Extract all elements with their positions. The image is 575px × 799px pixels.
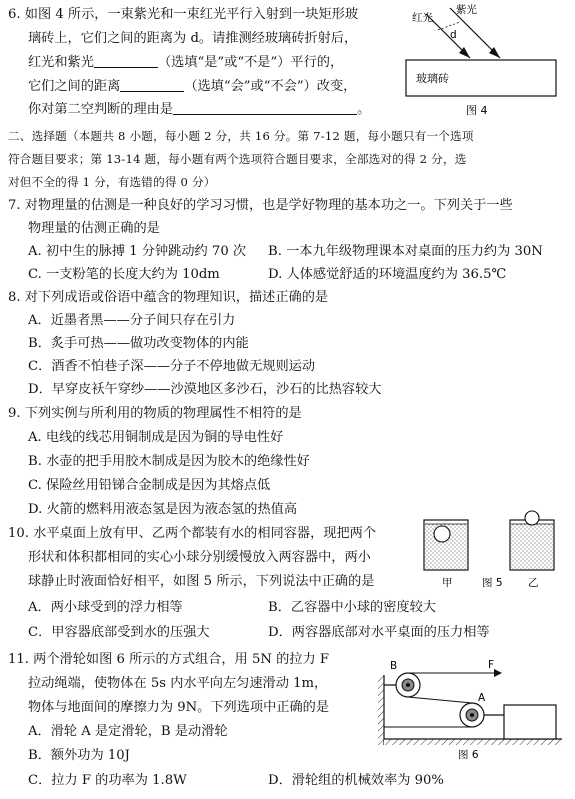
purple-light-label: 紫光 <box>456 4 477 16</box>
q9-line-1: 9. 下列实例与所利用的物质的物理属性不相符的是 <box>8 406 302 421</box>
red-light-label: 红光 <box>412 12 433 24</box>
force-f-label: F <box>488 659 495 671</box>
water-yi <box>511 524 553 569</box>
pulley-b-label: B <box>390 660 398 672</box>
q11-line-2: 拉动绳端，使物体在 5s 内水平向左匀速滑动 1m， <box>28 676 328 691</box>
ball-yi <box>525 511 539 525</box>
answer-blank-3[interactable] <box>173 101 357 115</box>
figure-4-caption: 图 4 <box>466 104 488 117</box>
figure-4 <box>398 0 570 122</box>
q7-option-b[interactable]: B. 一本九年级物理课本对桌面的压力约为 30N <box>268 244 543 259</box>
q6-line-4-text-b: （选填“会”或“不会”）改变， <box>184 79 357 94</box>
q8-line-1: 8. 对下列成语或俗语中蕴含的物理知识，描述正确的是 <box>8 290 329 305</box>
figure-5 <box>418 506 568 596</box>
q11-option-b[interactable]: B．额外功为 10J <box>28 748 130 763</box>
q9-option-a[interactable]: A. 电线的线芯用铜制成是因为铜的导电性好 <box>28 430 284 445</box>
q11-option-d[interactable]: D．滑轮组的机械效率为 90% <box>268 773 444 788</box>
q10-option-d[interactable]: D．两容器底部对水平桌面的压力相等 <box>268 625 490 640</box>
q6-line-3-text-b: （选填“是”或“不是”）平行的， <box>157 55 344 70</box>
glass-brick-label: 玻璃砖 <box>416 72 449 85</box>
q6-line-5 <box>28 101 370 119</box>
figure-6-caption: 图 6 <box>458 749 479 760</box>
q7-option-c[interactable]: C. 一支粉笔的长度大约为 10dm <box>28 267 220 282</box>
q7-line-1: 7. 对物理量的估测是一种良好的学习习惯，也是学好物理的基本功之一。下列关于一些 <box>8 198 513 213</box>
q6-line-4 <box>28 78 356 96</box>
q7-option-a[interactable]: A. 初中生的脉搏 1 分钟跳动约 70 次 <box>28 244 247 259</box>
q10-line-3: 球静止时液面恰好相平，如图 5 所示，下列说法中正确的是 <box>28 574 375 589</box>
container-jia-label: 甲 <box>442 577 453 589</box>
wall <box>378 675 384 745</box>
q10-line-1: 10. 水平桌面上放有甲、乙两个都装有水的相同容器，现把两个 <box>8 526 377 541</box>
q8-option-c[interactable]: C．酒香不怕巷子深——分子不停地做无规则运动 <box>28 359 316 374</box>
q6-line-1: 6. 如图 4 所示，一束紫光和一束红光平行入射到一块矩形玻 <box>8 7 359 22</box>
force-arrow <box>494 669 502 677</box>
section-2-line-3: 对但不全的得 1 分，有选错的得 0 分） <box>8 175 216 189</box>
q11-line-1: 11. 两个滑轮如图 6 所示的方式组合，用 5N 的拉力 F <box>8 652 329 667</box>
q9-option-c[interactable]: C. 保险丝用铅锑合金制成是因为其熔点低 <box>28 478 271 493</box>
q6-line-5-text-a: 你对第二空判断的理由是 <box>28 102 174 117</box>
q10-line-2: 形状和体积都相同的实心小球分别缓慢放入两容器中，两小 <box>28 550 371 565</box>
q6-line-3 <box>28 54 343 72</box>
q9-option-b[interactable]: B. 水壶的把手用胶木制成是因为胶木的绝缘性好 <box>28 454 310 469</box>
q10-option-c[interactable]: C．甲容器底部受到水的压强大 <box>28 625 210 640</box>
answer-blank-2[interactable] <box>120 78 184 92</box>
block-object <box>504 705 556 739</box>
section-2-line-1: 二、选择题（本题共 8 小题，每小题 2 分，共 16 分。第 7-12 题，每小题只有一个选项 <box>8 129 474 143</box>
q8-option-a[interactable]: A．近墨者黑——分子间只存在引力 <box>28 313 236 328</box>
q6-line-5-text-b: 。 <box>357 102 371 117</box>
q8-option-b[interactable]: B．炙手可热——做功改变物体的内能 <box>28 336 249 351</box>
q11-option-c[interactable]: C．拉力 F 的功率为 1.8W <box>28 773 187 788</box>
pulley-a-label: A <box>478 692 486 704</box>
q6-line-4-text-a: 它们之间的距离 <box>28 79 121 94</box>
q6-line-2: 璃砖上，它们之间的距离为 d。请推测经玻璃砖折射后， <box>28 31 358 46</box>
q9-option-d[interactable]: D. 火箭的燃料用液态氢是因为液态氢的热值高 <box>28 502 298 517</box>
q6-line-3-text-a: 红光和紫光 <box>28 55 94 70</box>
q10-option-a[interactable]: A．两小球受到的浮力相等 <box>28 600 183 615</box>
container-yi-label: 乙 <box>528 577 539 589</box>
q11-line-3: 物体与地面间的摩擦力为 9N。下列选项中正确的是 <box>28 700 330 715</box>
q7-line-2: 物理量的估测正确的是 <box>28 221 160 236</box>
q10-option-b[interactable]: B．乙容器中小球的密度较大 <box>268 600 436 615</box>
figure-6 <box>376 655 566 760</box>
ground <box>384 739 562 745</box>
figure-5-caption: 图 5 <box>482 577 503 589</box>
q11-option-a[interactable]: A．滑轮 A 是定滑轮，B 是动滑轮 <box>28 724 228 739</box>
section-2-line-2: 符合题目要求；第 13-14 题，每小题有两个选项符合题目要求，全部选对的得 2 分，选 <box>8 152 467 166</box>
answer-blank-1[interactable] <box>94 54 158 68</box>
q7-option-d[interactable]: D. 人体感觉舒适的环境温度约为 36.5℃ <box>268 267 507 282</box>
distance-d-label: d <box>450 29 457 41</box>
ball-jia <box>434 526 450 542</box>
rope-middle <box>408 697 472 703</box>
q8-option-d[interactable]: D．早穿皮袄午穿纱——沙漠地区多沙石，沙石的比热容较大 <box>28 382 382 397</box>
